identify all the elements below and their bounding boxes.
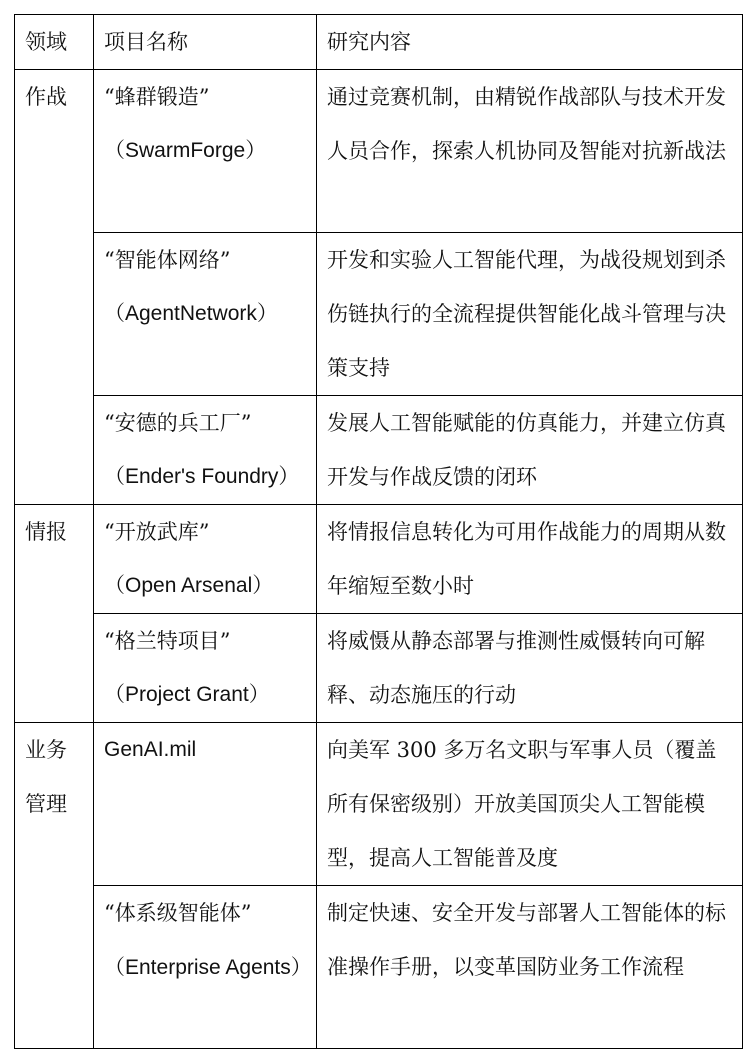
content-cell: 发展人工智能赋能的仿真能力，并建立仿真开发与作战反馈的闭环 xyxy=(317,396,743,505)
project-name-en: （Ender's Foundry） xyxy=(104,465,300,488)
project-cell xyxy=(94,233,317,396)
project-name-cn: “开放武库” xyxy=(104,520,210,544)
domain-cell: 作战 xyxy=(15,70,94,505)
project-name-cn: “蜂群锻造” xyxy=(104,85,210,109)
project-name-en: （AgentNetwork） xyxy=(104,302,278,325)
projects-table xyxy=(14,14,743,1049)
table-row xyxy=(15,396,743,505)
project-name-cn: “安德的兵工厂” xyxy=(104,411,252,435)
project-name-cn: “智能体网络” xyxy=(104,248,231,272)
project-name-en: （Open Arsenal） xyxy=(104,574,274,597)
content-cell: 开发和实验人工智能代理，为战役规划到杀伤链执行的全流程提供智能化战斗管理与决策支持 xyxy=(317,233,743,396)
table-row xyxy=(15,886,743,1049)
domain-cell: 业务管理 xyxy=(15,723,94,1049)
content-cell: 通过竞赛机制，由精锐作战部队与技术开发人员合作，探索人机协同及智能对抗新战法 xyxy=(317,70,743,233)
project-name-en: （Project Grant） xyxy=(104,683,270,706)
table-row xyxy=(15,70,743,233)
project-cell xyxy=(94,614,317,723)
content-cell: 制定快速、安全开发与部署人工智能体的标准操作手册，以变革国防业务工作流程 xyxy=(317,886,743,1049)
table-row xyxy=(15,614,743,723)
table-row xyxy=(15,233,743,396)
domain-cell: 情报 xyxy=(15,505,94,723)
project-name-cn: “格兰特项目” xyxy=(104,629,231,653)
content-cell: 将威慑从静态部署与推测性威慑转向可解释、动态施压的行动 xyxy=(317,614,743,723)
project-name-en: GenAI.mil xyxy=(104,738,197,761)
project-name-en: （Enterprise Agents） xyxy=(104,956,312,979)
project-name-en: （SwarmForge） xyxy=(104,139,267,162)
content-cell: 将情报信息转化为可用作战能力的周期从数年缩短至数小时 xyxy=(317,505,743,614)
project-name-cn: “体系级智能体” xyxy=(104,901,252,925)
header-content: 研究内容 xyxy=(317,15,743,70)
project-cell xyxy=(94,396,317,505)
header-project: 项目名称 xyxy=(94,15,317,70)
header-domain: 领域 xyxy=(15,15,94,70)
header-row xyxy=(15,15,743,70)
content-cell: 向美军 300 多万名文职与军事人员（覆盖所有保密级别）开放美国顶尖人工智能模型，提高人工智能普及度 xyxy=(317,723,743,886)
project-cell xyxy=(94,886,317,1049)
project-cell xyxy=(94,505,317,614)
table-row xyxy=(15,723,743,886)
table-row xyxy=(15,505,743,614)
project-cell xyxy=(94,70,317,233)
project-cell xyxy=(94,723,317,886)
